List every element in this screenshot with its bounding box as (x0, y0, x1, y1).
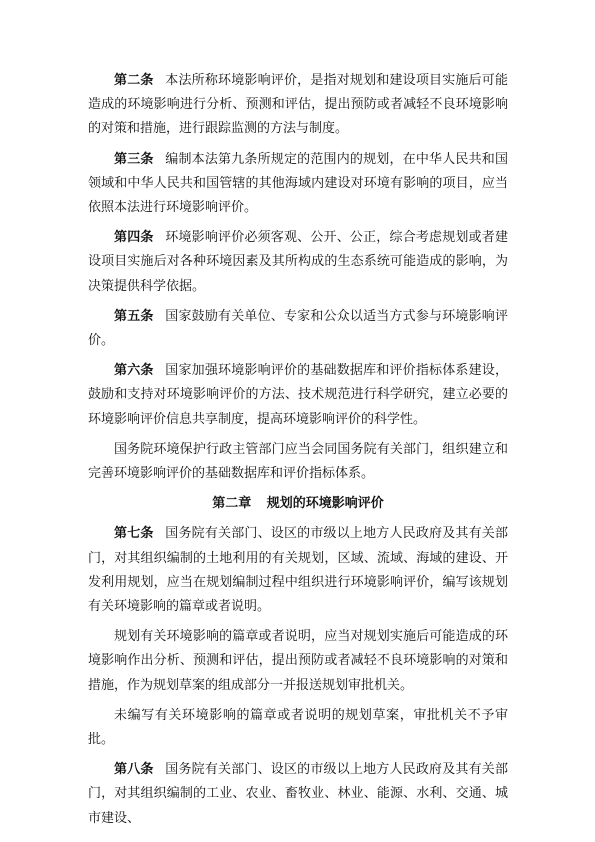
article-text: 国家鼓励有关单位、专家和公众以适当方式参与环境影响评价。 (88, 308, 508, 349)
article-5 (88, 305, 508, 353)
article-4 (88, 226, 508, 299)
article-7 (88, 522, 508, 619)
article-text: 国务院有关部门、设区的市级以上地方人民政府及其有关部门，对其组织编制的土地利用的有关规划，区域、流域、海域的建设、开发利用规划，应当在规划编制过程中组织进行环境影响评价，编写该规划有关环境影响的篇章或者说明。 (88, 526, 508, 615)
article-number: 第五条 (114, 308, 154, 324)
article-7-paragraph-3: 未编写有关环境影响的篇章或者说明的规划草案，审批机关不予审批。 (88, 707, 508, 748)
article-number: 第四条 (114, 230, 154, 246)
article-text: 环境影响评价必须客观、公开、公正，综合考虑规划或者建设项目实施后对各种环境因素及其所构成的生态系统可能造成的影响，为决策提供科学依据。 (88, 230, 508, 294)
article-number: 第三条 (114, 151, 154, 167)
article-3 (88, 148, 508, 221)
article-8 (88, 758, 508, 831)
article-text: 编制本法第九条所规定的范围内的规划，在中华人民共和国领域和中华人民共和国管辖的其他海域内建设对环境有影响的项目，应当依照本法进行环境影响评价。 (88, 151, 508, 216)
article-number: 第八条 (114, 762, 154, 778)
article-6 (88, 359, 508, 432)
article-text: 本法所称环境影响评价，是指对规划和建设项目实施后可能造成的环境影响进行分析、预测和评估，提出预防或者减轻不良环境影响的对策和措施，进行跟踪监测的方法与制度。 (88, 73, 508, 137)
article-text: 国务院有关部门、设区的市级以上地方人民政府及其有关部门，对其组织编制的工业、农业、畜牧业、林业、能源、水利、交通、城市建设、 (88, 762, 508, 826)
chapter-number: 第二章 (212, 496, 252, 512)
article-number: 第二条 (114, 73, 154, 88)
document-page (88, 69, 508, 837)
article-number: 第六条 (114, 363, 154, 379)
chapter-heading (88, 492, 508, 516)
article-7-paragraph-2: 规划有关环境影响的篇章或者说明，应当对规划实施后可能造成的环境影响作出分析、预测和评估，提出预防或者减轻不良环境影响的对策和措施，作为规划草案的组成部分一并报送规划审批机关。 (88, 629, 508, 693)
article-6-paragraph-2: 国务院环境保护行政主管部门应当会同国务院有关部门，组织建立和完善环境影响评价的基础数据库和评价指标体系。 (88, 441, 508, 482)
article-text: 国家加强环境影响评价的基础数据库和评价指标体系建设，鼓励和支持对环境影响评价的方法、技术规范进行科学研究，建立必要的环境影响评价信息共享制度，提高环境影响评价的科学性。 (88, 363, 508, 427)
article-2 (88, 69, 508, 142)
chapter-title-text: 规划的环境影响评价 (266, 496, 384, 512)
article-number: 第七条 (114, 526, 154, 542)
